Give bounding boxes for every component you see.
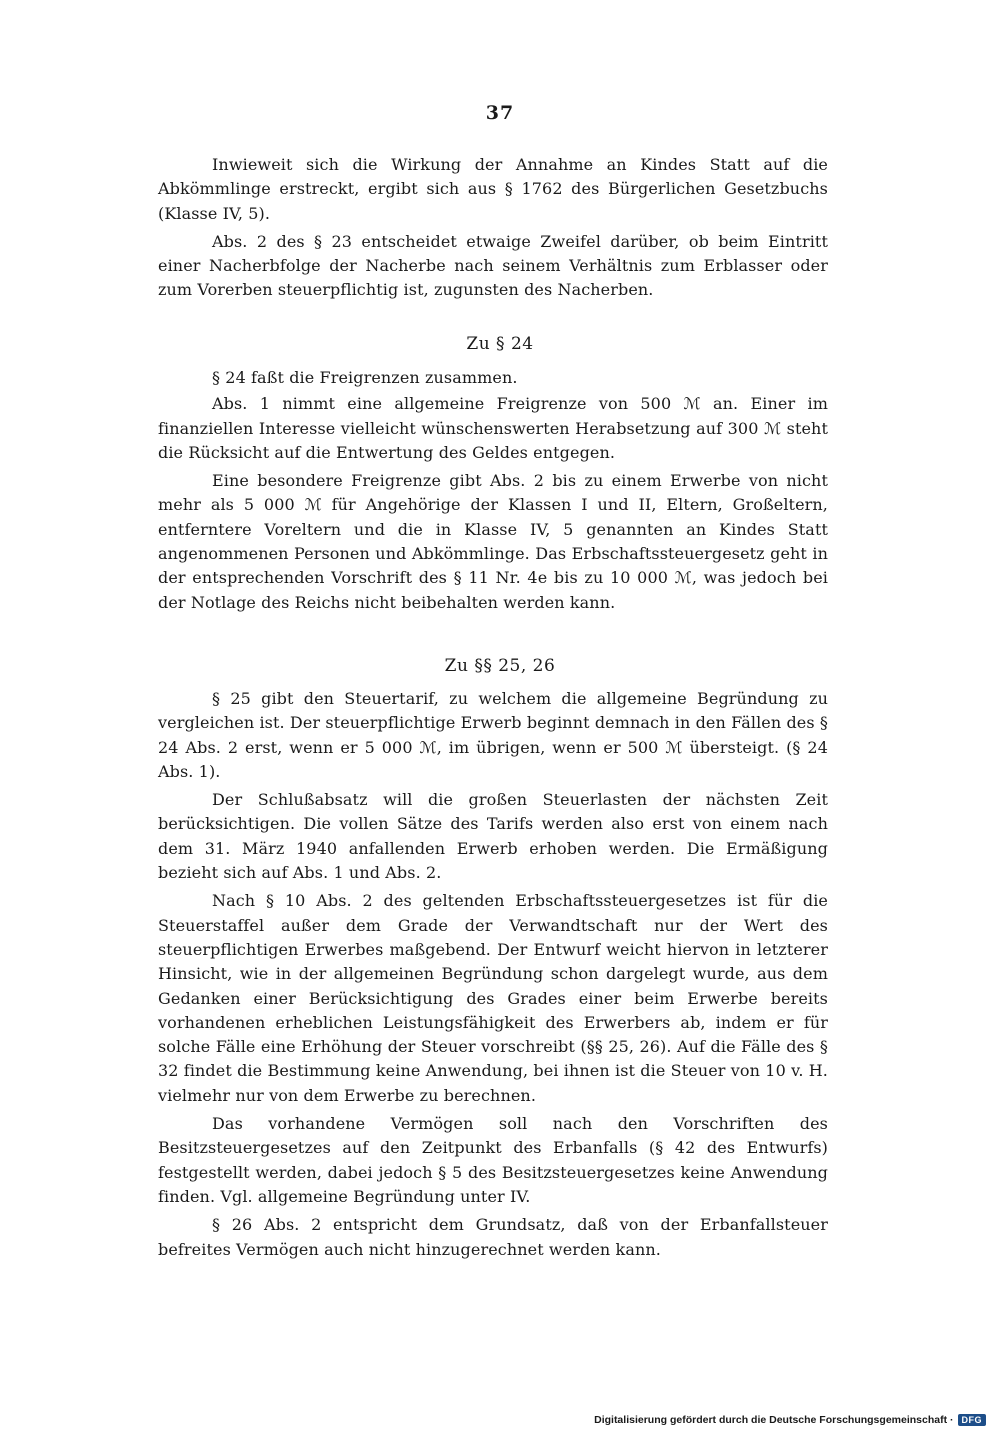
paragraph: § 25 gibt den Steuertarif, zu welchem die allgemeine Begründung zu vergleichen ist. Der steuerpflichtige Erwerb beginnt demnach in den Fällen des § 24 Abs. 2 erst, wenn er 5 000 ℳ, im übrigen, wenn er 500 ℳ übersteigt. (§ 24 Abs. 1).: [158, 689, 828, 781]
section-heading: Zu § 24: [466, 334, 534, 354]
section-heading: Zu §§ 25, 26: [444, 656, 556, 676]
paragraph: Inwieweit sich die Wirkung der Annahme an Kindes Statt auf die Abkömmlinge erstreckt, ergibt sich aus § 1762 des Bürgerlichen Gesetzbuchs (Klasse IV, 5).: [158, 155, 828, 223]
digitization-footer: [594, 1414, 986, 1426]
paragraph: Eine besondere Freigrenze gibt Abs. 2 bis zu einem Erwerbe von nicht mehr als 5 000 ℳ für Angehörige der Klassen I und II, Eltern, Großeltern, entferntere Voreltern und die in Klasse IV, 5 genannten an Kindes Statt angenommenen Personen und Abkömmlinge. Das Erbschaftssteuergesetz geht in der entsprechenden Vorschrift des § 11 Nr. 4e bis zu 10 000 ℳ, was jedoch bei der Notlage des Reichs nicht beibehalten werden kann.: [158, 471, 828, 612]
paragraph: Nach § 10 Abs. 2 des geltenden Erbschaftssteuergesetzes ist für die Steuerstaffel außer dem Grade der Verwandtschaft nur der Wert des steuerpflichtigen Erwerbes maßgebend. Der Entwurf weicht hiervon in letzterer Hinsicht, wie in der allgemeinen Begründung schon dargelegt wurde, aus dem Gedanken einer Berücksichtigung des Grades einer beim Erwerbe bereits vorhandenen erheblichen Leistungsfähigkeit des Erwerbers ab, indem er für solche Fälle eine Erhöhung der Steuer vorschreibt (§§ 25, 26). Auf die Fälle des § 32 findet die Bestimmung keine Anwendung, bei ihnen ist die Steuer von 10 v. H. vielmehr nur von dem Erwerbe zu berechnen.: [158, 891, 828, 1105]
paragraph: § 26 Abs. 2 entspricht dem Grundsatz, daß von der Erbanfallsteuer befreites Vermögen auch nicht hinzugerechnet werden kann.: [158, 1215, 828, 1259]
footer-text: Digitalisierung gefördert durch die Deutsche Forschungsgemeinschaft ·: [594, 1414, 954, 1426]
section-24: [158, 366, 828, 615]
dfg-logo-icon: DFG: [958, 1414, 987, 1426]
section-intro: [158, 153, 828, 303]
page-number: 37: [485, 102, 515, 124]
section-25-26: [158, 687, 828, 1262]
paragraph: Abs. 2 des § 23 entscheidet etwaige Zweifel darüber, ob beim Eintritt einer Nacherbfolge der Nacherbe nach seinem Verhältnis zum Erblasser oder zum Vorerben steuerpflichtig ist, zugunsten des Nacherben.: [158, 231, 828, 300]
paragraph: Der Schlußabsatz will die großen Steuerlasten der nächsten Zeit berücksichtigen. Die vollen Sätze des Tarifs werden also erst von einem nach dem 31. März 1940 anfallenden Erwerb erhoben werden. Die Ermäßigung bezieht sich auf Abs. 1 und Abs. 2.: [158, 790, 828, 883]
paragraph: Das vorhandene Vermögen soll nach den Vorschriften des Besitzsteuergesetzes auf den Zeitpunkt des Erbanfalls (§ 42 des Entwurfs) festgestellt werden, dabei jedoch § 5 des Besitzsteuergesetzes keine Anwendung finden. Vgl. allgemeine Begründung unter IV.: [158, 1114, 828, 1206]
paragraph: Abs. 1 nimmt eine allgemeine Freigrenze von 500 ℳ an. Einer im finanziellen Interesse vielleicht wünschenswerten Herabsetzung auf 300 ℳ steht die Rücksicht auf die Entwertung des Geldes entgegen.: [158, 394, 828, 462]
paragraph: § 24 faßt die Freigrenzen zusammen.: [212, 368, 518, 387]
